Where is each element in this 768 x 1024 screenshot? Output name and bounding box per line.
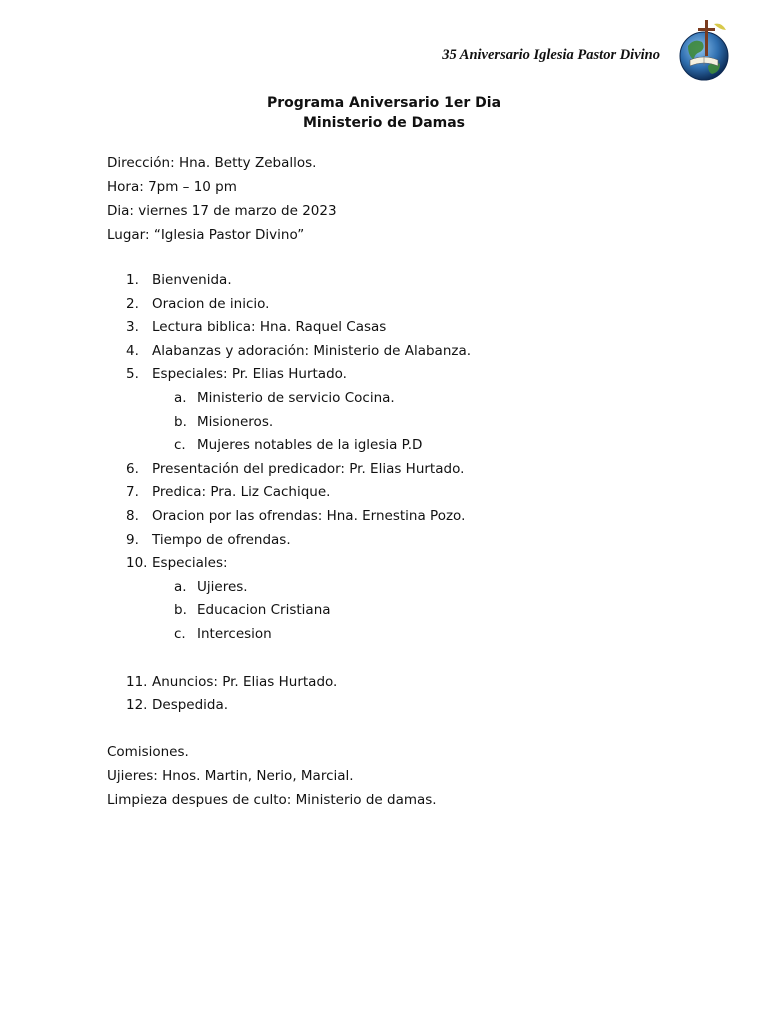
info-dia: Dia: viernes 17 de marzo de 2023 <box>107 202 337 219</box>
list-item: 3. Lectura biblica: Hna. Raquel Casas <box>126 319 387 336</box>
header-text: 35 Aniversario Iglesia Pastor Divino <box>442 47 660 63</box>
event-info <box>107 152 337 248</box>
list-subitem: c. Intercesion <box>174 625 272 642</box>
list-gap <box>0 647 768 671</box>
list-item: 4. Alabanzas y adoración: Ministerio de Alabanza. <box>126 342 472 359</box>
list-item: 1. Bienvenida. <box>126 272 232 288</box>
list-item: 8. Oracion por las ofrendas: Hna. Ernestina Pozo. <box>126 507 466 524</box>
title-line-2: Ministerio de Damas <box>302 115 466 131</box>
list-subitem: b. Misioneros. <box>174 413 274 430</box>
comisiones-limpieza: Limpieza despues de culto: Ministerio de damas. <box>107 791 437 808</box>
list-item: 2. Oracion de inicio. <box>126 295 270 312</box>
program-list <box>0 269 768 718</box>
info-lugar: Lugar: “Iglesia Pastor Divino” <box>107 226 305 243</box>
comisiones-ujieres: Ujieres: Hnos. Martin, Nerio, Marcial. <box>107 767 354 784</box>
info-direccion: Dirección: Hna. Betty Zeballos. <box>107 155 317 171</box>
comisiones-heading: Comisiones. <box>107 744 189 760</box>
list-subitem: b. Educacion Cristiana <box>174 602 331 619</box>
list-subitem: a. Ujieres. <box>174 578 248 595</box>
globe-bible-cross-icon <box>678 16 732 82</box>
list-subitem: a. Ministerio de servicio Cocina. <box>174 389 395 406</box>
list-item: 9. Tiempo de ofrendas. <box>126 531 291 548</box>
list-item: 10. Especiales: <box>126 555 228 572</box>
document-title <box>0 93 768 133</box>
list-subitem: c. Mujeres notables de la iglesia P.D <box>174 437 423 454</box>
comisiones-section <box>107 741 437 813</box>
title-line-1: Programa Aniversario 1er Dia <box>266 95 502 111</box>
list-item: 11. Anuncios: Pr. Elias Hurtado. <box>126 673 338 690</box>
list-item: 5. Especiales: Pr. Elias Hurtado. <box>126 366 347 383</box>
list-item: 7. Predica: Pra. Liz Cachique. <box>126 484 331 501</box>
list-item: 12. Despedida. <box>126 697 229 714</box>
list-item: 6. Presentación del predicador: Pr. Elias Hurtado. <box>126 460 465 477</box>
info-hora: Hora: 7pm – 10 pm <box>107 178 237 195</box>
